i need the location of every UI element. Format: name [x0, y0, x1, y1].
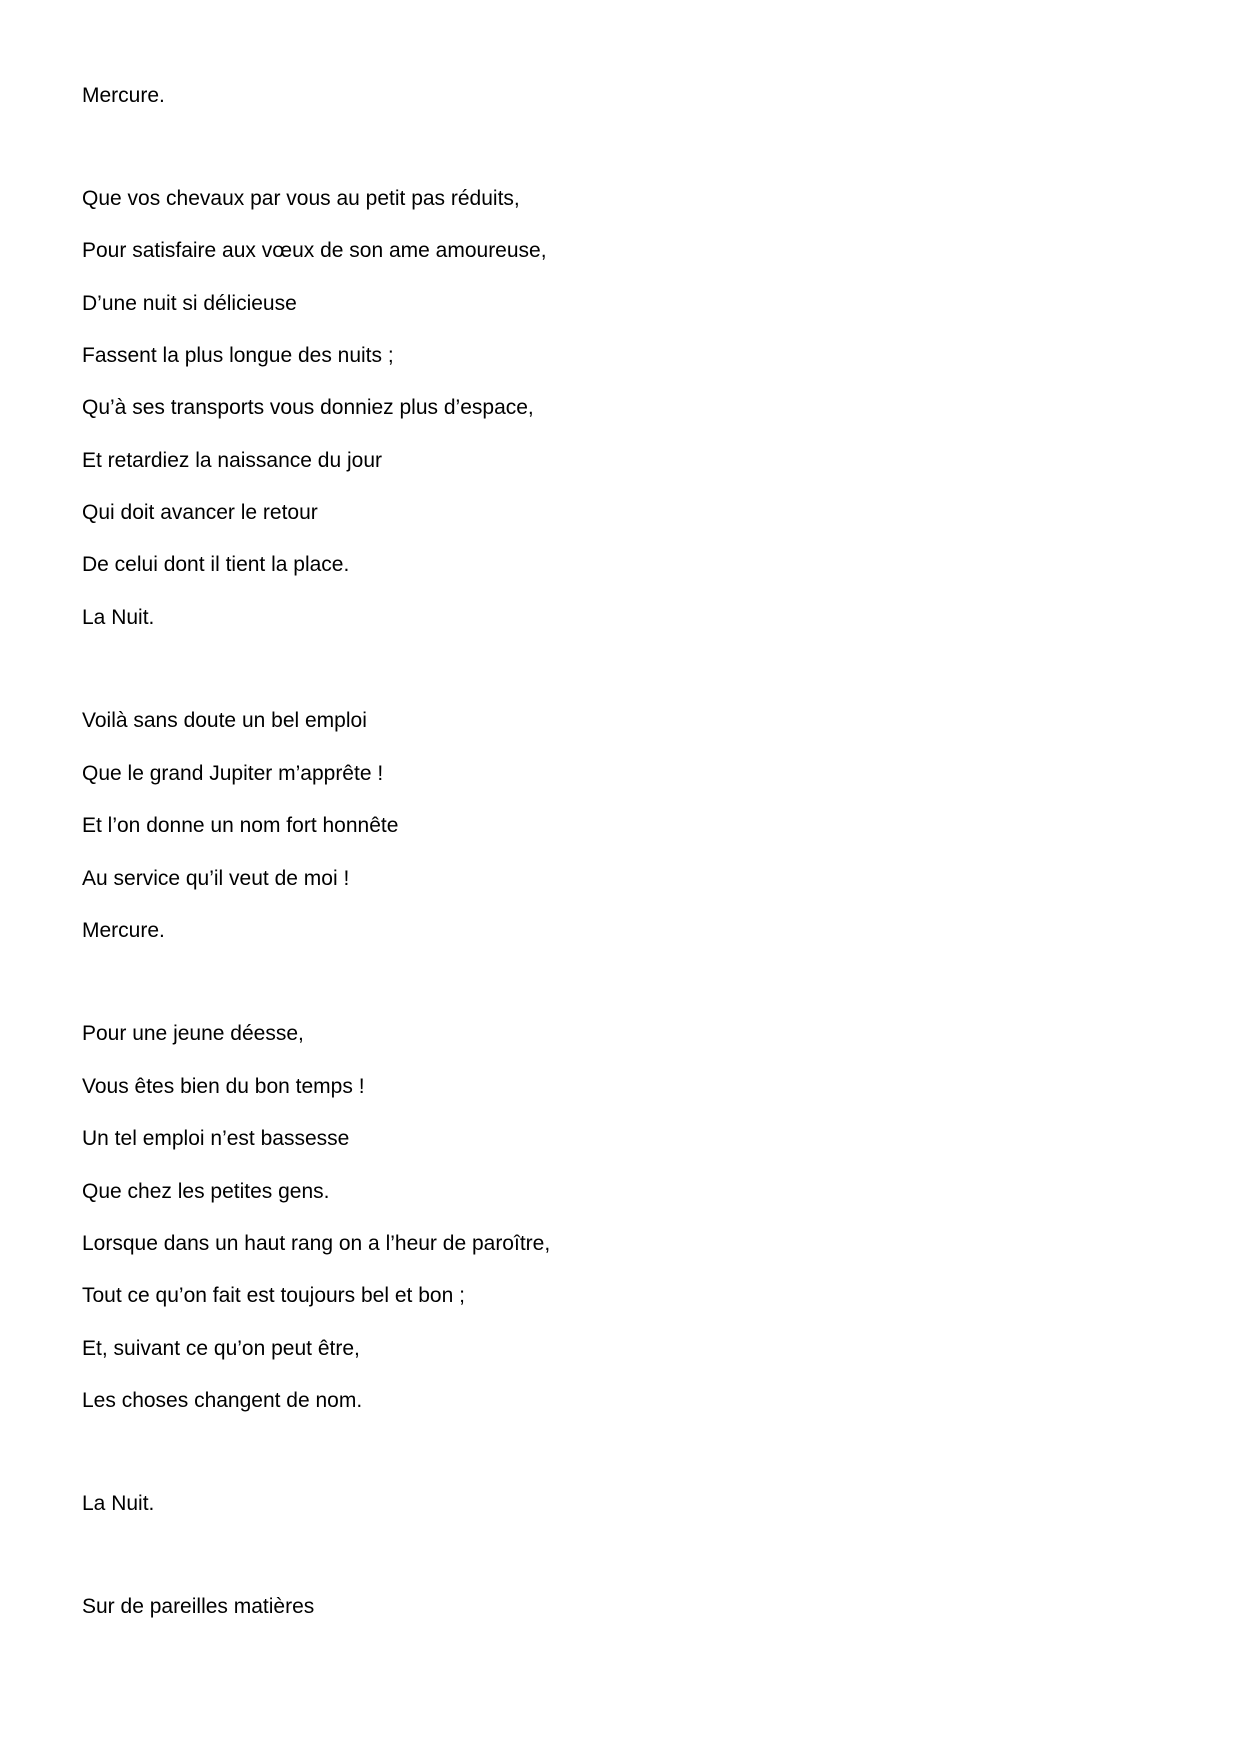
verse-line: Les choses changent de nom. [82, 1389, 363, 1412]
verse-line: De celui dont il tient la place. [82, 553, 350, 576]
verse-line: Et, suivant ce qu’on peut être, [82, 1337, 360, 1360]
verse-line: Que chez les petites gens. [82, 1180, 330, 1203]
verse-line: Sur de pareilles matières [82, 1595, 315, 1618]
speaker-name: La Nuit. [82, 606, 155, 629]
speaker-name: Mercure. [82, 919, 165, 942]
verse-line: Et retardiez la naissance du jour [82, 449, 382, 472]
verse-line: D’une nuit si délicieuse [82, 292, 297, 315]
verse-line: Voilà sans doute un bel emploi [82, 709, 367, 732]
verse-line: Tout ce qu’on fait est toujours bel et bon ; [82, 1284, 465, 1307]
verse-line: Vous êtes bien du bon temps ! [82, 1075, 365, 1098]
verse-line: Pour une jeune déesse, [82, 1022, 304, 1045]
speaker-name: Mercure. [82, 84, 165, 107]
verse-line: Un tel emploi n’est bassesse [82, 1127, 350, 1150]
verse-line: Pour satisfaire aux vœux de son ame amoureuse, [82, 239, 547, 262]
verse-line: Au service qu’il veut de moi ! [82, 867, 350, 890]
verse-line: Que vos chevaux par vous au petit pas réduits, [82, 187, 520, 210]
verse-line: Et l’on donne un nom fort honnête [82, 814, 399, 837]
verse-line: Lorsque dans un haut rang on a l’heur de paroître, [82, 1232, 551, 1255]
verse-line: Qui doit avancer le retour [82, 501, 318, 524]
verse-line: Qu’à ses transports vous donniez plus d’espace, [82, 396, 534, 419]
verse-line: Fassent la plus longue des nuits ; [82, 344, 394, 367]
verse-line: Que le grand Jupiter m’apprête ! [82, 762, 384, 785]
speaker-name: La Nuit. [82, 1492, 155, 1515]
